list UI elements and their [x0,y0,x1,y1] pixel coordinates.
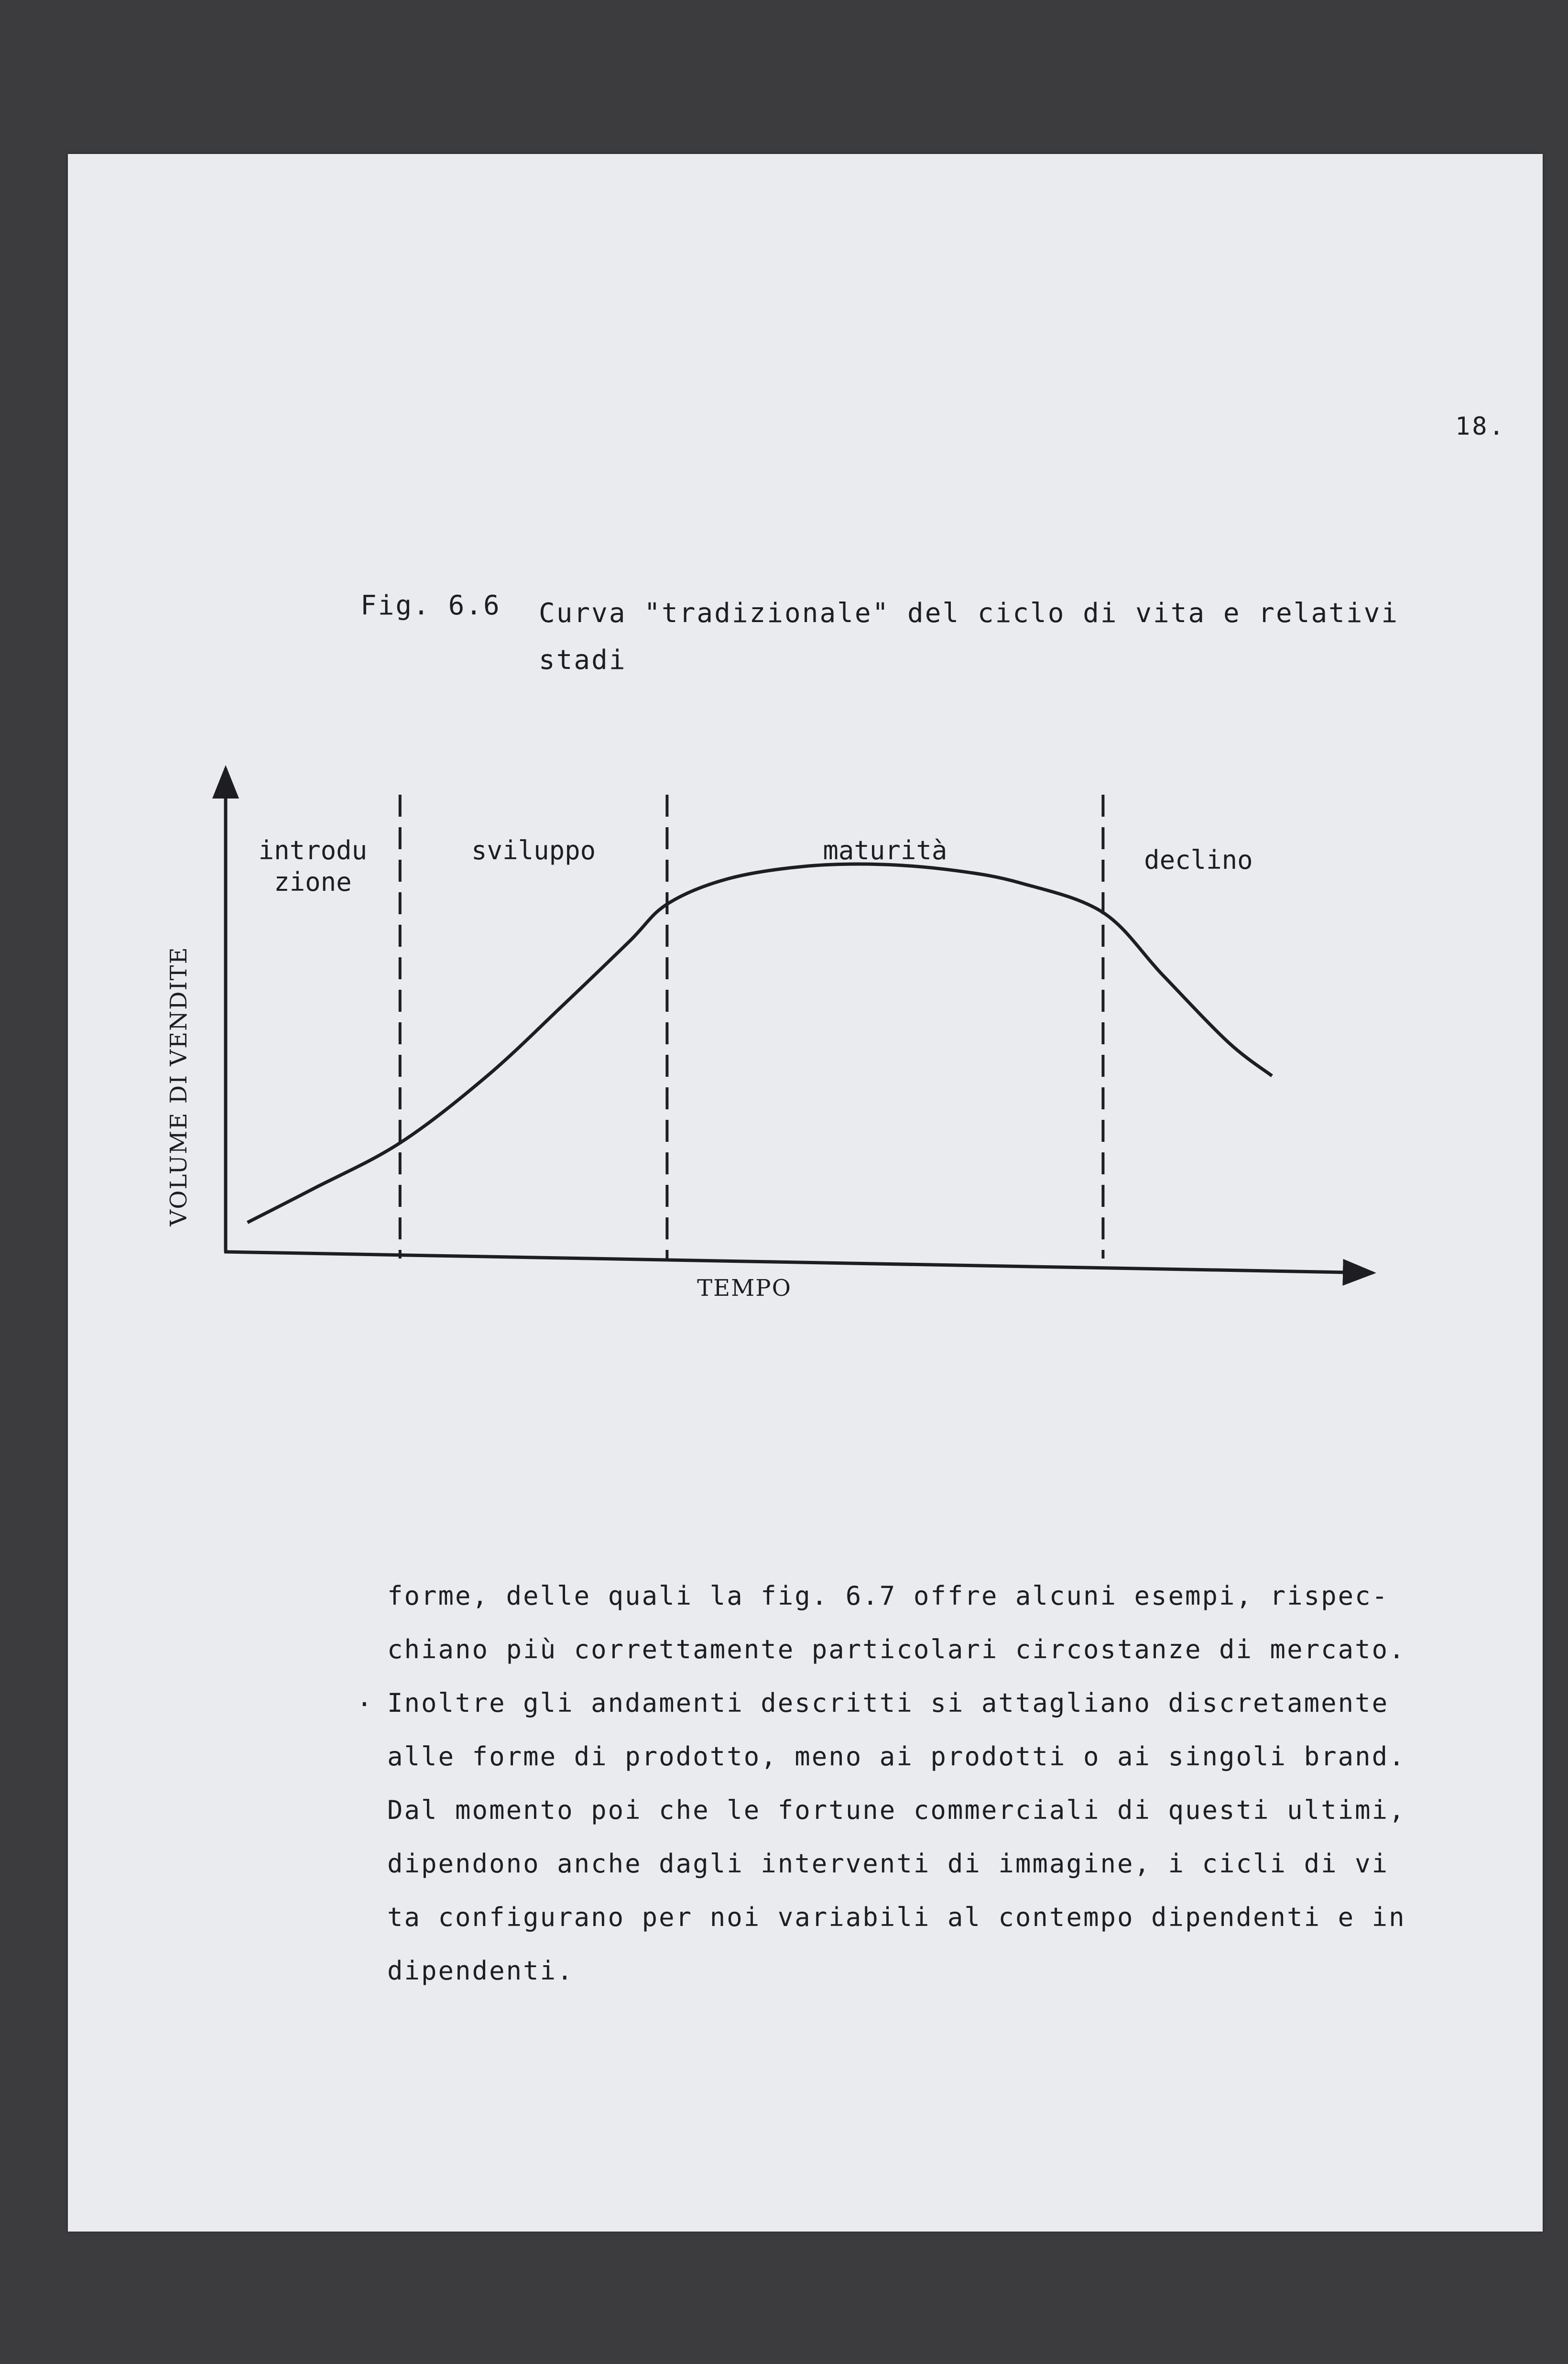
figure-caption: Curva "tradizionale" del ciclo di vita e relativi stadi [539,598,1399,676]
body-text [387,1569,1463,1998]
x-axis [224,1252,1373,1273]
y-axis-label: VOLUME DI VENDITE [165,946,192,1226]
stage-label: zione [274,867,352,897]
stage-label: declino [1144,845,1253,875]
stage-label: maturità [823,835,947,865]
body-line: Inoltre gli andamenti descritti si attagliano discretamente [387,1688,1389,1718]
page-number: 18. [1455,412,1506,441]
body-line: dipendenti. [387,1956,574,1986]
body-line: Dal momento poi che le fortune commerciali di questi ultimi, [387,1795,1406,1825]
body-line: ta configurano per noi variabili al contempo dipendenti e in [387,1902,1406,1932]
body-line: chiano più correttamente particolari circostanze di mercato. [387,1634,1406,1664]
margin-dot: . [357,1682,372,1712]
body-line: forme, delle quali la fig. 6.7 offre alcuni esempi, rispec- [387,1581,1389,1611]
body-line: dipendono anche dagli interventi di immagine, i cicli di vi [387,1849,1389,1879]
x-axis-label: TEMPO [697,1275,792,1302]
body-line: alle forme di prodotto, meno ai prodotti o ai singoli brand. [387,1741,1406,1772]
document-page [68,154,1543,2232]
stage-label: sviluppo [471,835,596,865]
stage-label: introdu [258,835,368,865]
figure-label: Fig. 6.6 [360,590,501,621]
